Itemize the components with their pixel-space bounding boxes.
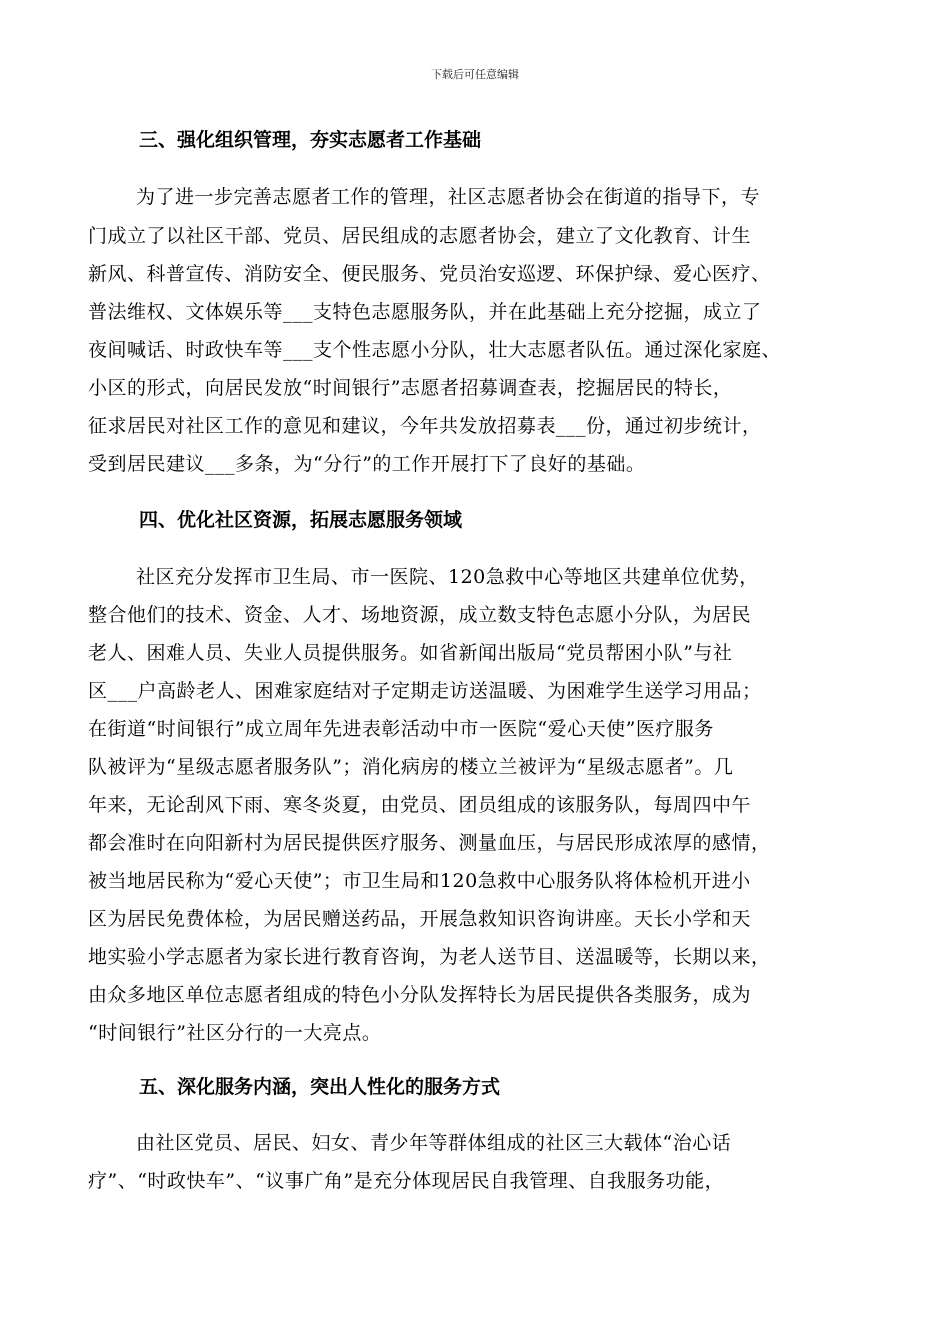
section-4-line-6: 队被评为“星级志愿者服务队”；消化病房的楼立兰被评为“星级志愿者”。几 bbox=[88, 756, 734, 778]
section-4-heading: 四、优化社区资源，拓展志愿服务领域 bbox=[139, 509, 463, 531]
section-3-line-4: 普法维权、文体娱乐等___支特色志愿服务队，并在此基础上充分挖掘，成立了 bbox=[88, 301, 762, 323]
section-3-line-2: 门成立了以社区干部、党员、居民组成的志愿者协会，建立了文化教育、计生 bbox=[88, 225, 752, 247]
section-3-line-1: 为了进一步完善志愿者工作的管理，社区志愿者协会在街道的指导下，专 bbox=[136, 186, 761, 208]
section-3-line-3: 新风、科普宣传、消防安全、便民服务、党员治安巡逻、环保护绿、爱心医疗、 bbox=[88, 263, 771, 285]
section-3-heading: 三、强化组织管理，夯实志愿者工作基础 bbox=[139, 129, 482, 151]
section-5-line-2: 疗”、“时政快车”、“议事广角”是充分体现居民自我管理、自我服务功能， bbox=[88, 1170, 725, 1192]
section-4-line-10: 区为居民免费体检，为居民赠送药品，开展急救知识咨询讲座。天长小学和天 bbox=[88, 908, 752, 930]
section-5-line-1: 由社区党员、居民、妇女、青少年等群体组成的社区三大载体“治心话 bbox=[136, 1132, 732, 1154]
header-note: 下载后可任意编辑 bbox=[431, 68, 519, 81]
section-4-line-5: 在街道“时间银行”成立周年先进表彰活动中市一医院“爱心天使”医疗服务 bbox=[88, 718, 714, 740]
section-4-line-2: 整合他们的技术、资金、人才、场地资源，成立数支特色志愿小分队，为居民 bbox=[88, 604, 752, 626]
section-4-line-3: 老人、困难人员、失业人员提供服务。如省新闻出版局“党员帮困小队”与社 bbox=[88, 642, 733, 664]
section-4-line-4: 区___户高龄老人、困难家庭结对子定期走访送温暖、为困难学生送学习用品； bbox=[88, 680, 762, 702]
section-4-line-12: 由众多地区单位志愿者组成的特色小分队发挥特长为居民提供各类服务，成为 bbox=[88, 984, 752, 1006]
section-5-heading: 五、深化服务内涵，突出人性化的服务方式 bbox=[139, 1076, 501, 1098]
section-3-line-7: 征求居民对社区工作的意见和建议，今年共发放招募表___份，通过初步统计， bbox=[88, 415, 762, 437]
section-3-line-6: 小区的形式，向居民发放“时间银行”志愿者招募调查表，挖掘居民的特长， bbox=[88, 377, 733, 399]
section-4-line-7: 年来，无论刮风下雨、寒冬炎夏，由党员、团员组成的该服务队，每周四中午 bbox=[88, 794, 752, 816]
section-4-line-11: 地实验小学志愿者为家长进行教育咨询，为老人送节目、送温暖等，长期以来， bbox=[88, 946, 771, 968]
section-4-line-13: “时间银行”社区分行的一大亮点。 bbox=[88, 1022, 382, 1044]
section-3-line-5: 夜间喊话、时政快车等___支个性志愿小分队，壮大志愿者队伍。通过深化家庭、 bbox=[88, 339, 782, 361]
section-3-line-8: 受到居民建议___多条，为“分行”的工作开展打下了良好的基础。 bbox=[88, 453, 646, 475]
section-4-line-8: 都会准时在向阳新村为居民提供医疗服务、测量血压，与居民形成浓厚的感情， bbox=[88, 832, 771, 854]
section-4-line-1: 社区充分发挥市卫生局、市一医院、120急救中心等地区共建单位优势， bbox=[136, 566, 759, 588]
section-4-line-9: 被当地居民称为“爱心天使”；市卫生局和120急救中心服务队将体检机开进小 bbox=[88, 870, 751, 892]
